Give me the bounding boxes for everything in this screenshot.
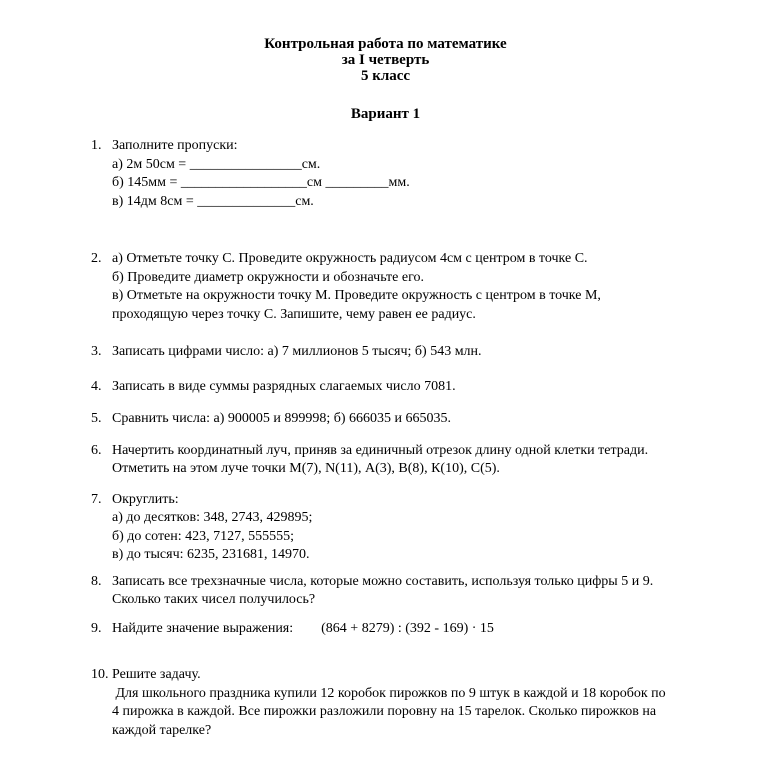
problem-line: каждой тарелке? <box>112 722 212 738</box>
problem-line: Записать все трехзначные числа, которые можно составить, используя только цифры 5 и 9. <box>112 573 654 589</box>
problem-number: 4. <box>91 378 102 394</box>
problem-line: Записать цифрами число: а) 7 миллионов 5 тысяч; б) 543 млн. <box>112 344 482 359</box>
problem-lines <box>112 620 711 639</box>
problem-line: Заполните пропуски: <box>112 138 238 153</box>
problem-list <box>91 137 711 740</box>
problem-item-2 <box>91 250 711 324</box>
problem-item-7 <box>91 491 711 565</box>
problem-lines <box>112 666 711 740</box>
doc-title-line-2: за I четверть <box>341 52 430 68</box>
problem-line: Решите задачу. <box>112 667 201 682</box>
problem-line: б) Проведите диаметр окружности и обозначьте его. <box>112 269 424 285</box>
problem-line-blank: б) 145мм = __________________см _________мм. <box>112 175 410 190</box>
problem-line-blank: в) 14дм 8см = ______________см. <box>112 193 314 209</box>
problem-item-8 <box>91 573 711 610</box>
problem-lines <box>112 442 711 479</box>
problem-line: Начертить координатный луч, приняв за единичный отрезок длину одной клетки тетради. <box>112 442 649 458</box>
problem-number: 9. <box>91 620 102 636</box>
problem-lines <box>112 491 711 565</box>
problem-number: 7. <box>91 491 102 507</box>
problem-number: 5. <box>91 411 102 426</box>
problem-line: 4 пирожка в каждой. Все пирожки разложили поровну на 15 тарелок. Сколько пирожков на <box>112 704 657 719</box>
problem-number: 3. <box>91 344 102 359</box>
problem-number: 10. <box>91 667 109 682</box>
problem-item-3 <box>91 343 711 362</box>
doc-title-line-3: 5 класс <box>360 68 411 84</box>
problem-number: 2. <box>91 251 102 266</box>
doc-title-line-1: Контрольная работа по математике <box>264 36 507 52</box>
problem-item-6 <box>91 442 711 479</box>
problem-line: Сколько таких чисел получилось? <box>112 592 316 607</box>
problem-item-1 <box>91 137 711 211</box>
problem-line: в) Отметьте на окружности точку М. Проведите окружность с центром в точке М, <box>112 288 601 303</box>
problem-line: Округлить: <box>112 491 179 507</box>
problem-lines <box>112 378 711 397</box>
problem-item-10 <box>91 666 711 740</box>
variant-heading: Вариант 1 <box>350 106 421 122</box>
problem-lines <box>112 137 711 211</box>
problem-number: 1. <box>91 138 102 153</box>
problem-lines <box>112 410 711 429</box>
problem-line: а) Отметьте точку С. Проведите окружность радиусом 4см с центром в точке С. <box>112 251 588 266</box>
problem-lines <box>112 250 711 324</box>
problem-line: Отметить на этом луче точки М(7), N(11), А(3), В(8), К(10), С(5). <box>112 461 500 476</box>
problem-line-blank: а) 2м 50см = ________________см. <box>112 156 321 172</box>
problem-lines <box>112 343 711 362</box>
document-header <box>0 0 771 122</box>
problem-line: Для школьного праздника купили 12 коробок пирожков по 9 штук в каждой и 18 коробок по <box>112 685 666 701</box>
problem-item-4 <box>91 378 711 397</box>
problem-line: Сравнить числа: а) 900005 и 899998; б) 666035 и 665035. <box>112 411 452 426</box>
problem-item-5 <box>91 410 711 429</box>
problem-line: Записать в виде суммы разрядных слагаемых число 7081. <box>112 378 456 394</box>
problem-line: б) до сотен: 423, 7127, 555555; <box>112 528 295 544</box>
problem-item-9 <box>91 620 711 639</box>
problem-line: проходящую через точку С. Запишите, чему равен ее радиус. <box>112 306 476 322</box>
problem-number: 6. <box>91 442 102 458</box>
problem-lines <box>112 573 711 610</box>
problem-line-expression: Найдите значение выражения: (864 + 8279) : (392 - 169) · 15 <box>112 620 494 636</box>
problem-line: а) до десятков: 348, 2743, 429895; <box>112 510 313 525</box>
problem-line: в) до тысяч: 6235, 231681, 14970. <box>112 547 310 562</box>
problem-number: 8. <box>91 573 102 589</box>
